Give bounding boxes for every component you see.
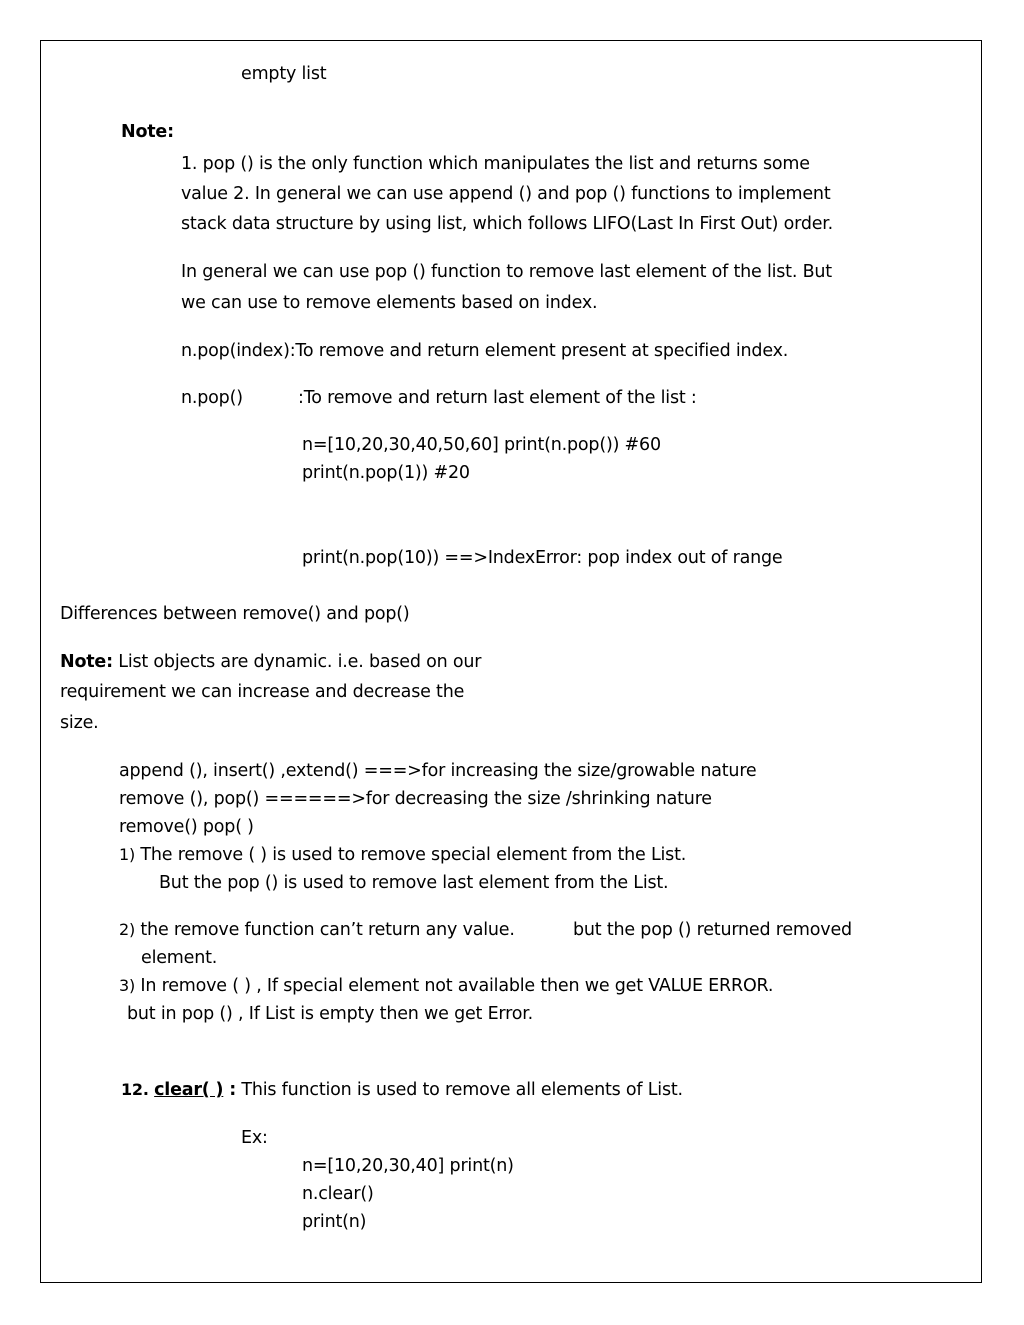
clear-code-line: n=[10,20,30,40] print(n) [302,1156,514,1176]
note-line-3: stack data structure by using list, which follows LIFO(Last In First Out) order. [181,214,834,234]
size-op-line: remove() pop( ) [119,817,254,837]
point-2-text: the remove function can’t return any value. [135,920,515,940]
note-line-2: value 2. In general we can use append () and pop () functions to implement [181,184,831,204]
example-label: Ex: [241,1128,268,1148]
point-3 [119,972,773,1000]
code-error-line: print(n.pop(10)) ==>IndexError: pop index out of range [302,548,783,568]
clear-code-line: n.clear() [302,1184,374,1204]
note-line-1: 1. pop () is the only function which manipulates the list and returns some [181,154,810,174]
point-2-right: but the pop () returned removed [573,920,852,940]
general-line-1: In general we can use pop () function to remove last element of the list. But [181,262,832,282]
clear-description: This function is used to remove all elements of List. [236,1080,683,1100]
clear-colon: : [223,1080,236,1100]
size-op-line: append (), insert() ,extend() ===>for increasing the size/growable nature [119,761,757,781]
note2-line-2: requirement we can increase and decrease the [60,682,465,702]
point-1-continued: But the pop () is used to remove last element from the List. [159,873,669,893]
general-line-2: we can use to remove elements based on index. [181,293,598,313]
clear-name: clear( ) [154,1080,224,1100]
differences-title: Differences between remove() and pop() [60,604,410,624]
clear-number: 12. [121,1080,149,1099]
size-op-line: remove (), pop() ======>for decreasing the size /shrinking nature [119,789,712,809]
note2-first-line [60,648,481,676]
point-2-number: 2) [119,920,136,939]
point-3-continued: but in pop () , If List is empty then we get Error. [127,1004,533,1024]
pop-last-description: :To remove and return last element of the list : [298,388,697,408]
point-1-number: 1) [119,845,136,864]
empty-list-text: empty list [241,64,327,84]
note2-text: List objects are dynamic. i.e. based on our [112,652,482,672]
pop-index-description: n.pop(index):To remove and return element present at specified index. [181,341,789,361]
note-heading: Note: [121,122,174,142]
point-3-number: 3) [119,976,136,995]
point-2-continued: element. [141,948,218,968]
clear-heading [121,1076,683,1104]
note2-line-3: size. [60,713,99,733]
pop-last-term: n.pop() [181,388,243,408]
point-2 [119,916,515,944]
clear-code-line: print(n) [302,1212,367,1232]
point-1 [119,841,686,869]
code-line: n=[10,20,30,40,50,60] print(n.pop()) #60 [302,435,661,455]
point-1-text: The remove ( ) is used to remove special element from the List. [135,845,687,865]
point-3-text: In remove ( ) , If special element not available then we get VALUE ERROR. [135,976,774,996]
note2-heading: Note: [60,652,113,672]
code-line: print(n.pop(1)) #20 [302,463,470,483]
